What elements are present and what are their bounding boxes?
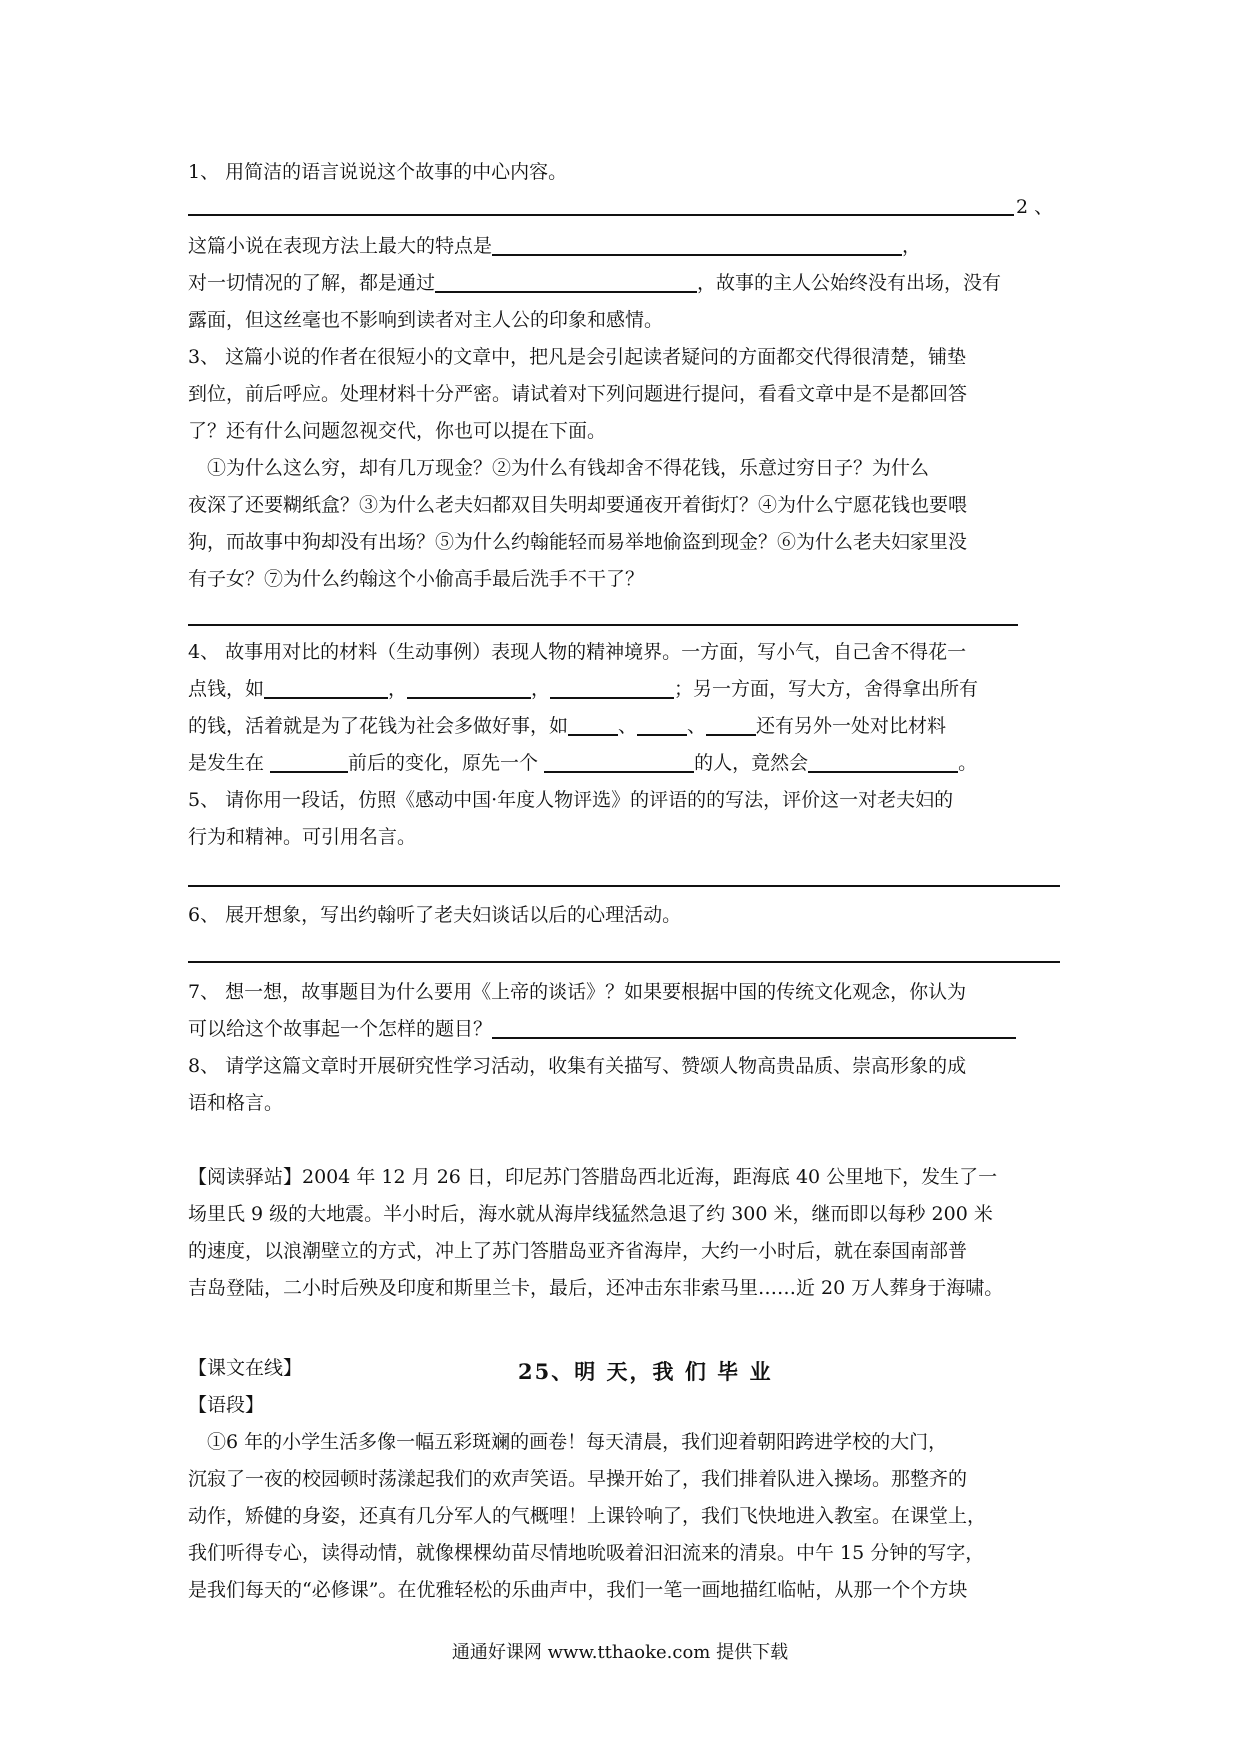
blank-q4-stingy-3 xyxy=(550,677,674,699)
q4-text: ， xyxy=(531,678,551,700)
question-3-line: 狗，而故事中狗却没有出场？⑤为什么约翰能轻而易举地偷盗到现金？⑥为什么老夫妇家里没 xyxy=(188,531,968,553)
question-3-line: 夜深了还要糊纸盒？③为什么老夫妇都双目失明却要通夜开着街灯？④为什么宁愿花钱也要喂 xyxy=(188,494,968,516)
question-2-line-3: 露面，但这丝毫也不影响到读者对主人公的印象和感情。 xyxy=(188,309,664,331)
q4-text: 。 xyxy=(958,752,978,774)
question-1: 1、 用简洁的语言说说这个故事的中心内容。 xyxy=(188,161,568,183)
question-5-line: 5、 请你用一段话，仿照《感动中国·年度人物评选》的评语的的写法，评价这一对老夫妇的 xyxy=(188,789,954,811)
blank-q4-stingy-1 xyxy=(264,677,388,699)
question-7-line-2 xyxy=(188,1017,1060,1041)
q4-text: 还有另外一处对比材料 xyxy=(756,715,947,737)
answer-line-q1 xyxy=(188,214,1014,216)
answer-line-q3 xyxy=(188,624,1018,626)
lesson-paragraph-line: 我们听得专心，读得动情，就像棵棵幼苗尽情地吮吸着汩汩流来的清泉。中午 15 分钟的写字， xyxy=(188,1542,985,1564)
q4-text: 前后的变化，原先一个 xyxy=(348,752,545,774)
lesson-sub-label: 【语段】 xyxy=(188,1394,265,1416)
q4-text: 的钱，活着就是为了花钱为社会多做好事，如 xyxy=(188,715,569,737)
blank-q7-title xyxy=(492,1017,1016,1039)
question-4-line-3 xyxy=(188,714,1060,738)
question-4-line-1: 4、 故事用对比的材料（生动事例）表现人物的精神境界。一方面，写小气，自己舍不得花一 xyxy=(188,641,967,663)
reading-station-line: 的速度，以浪潮壁立的方式，冲上了苏门答腊岛亚齐省海岸，大约一小时后，就在泰国南部普 xyxy=(188,1240,968,1262)
blank-q2-via xyxy=(435,271,697,293)
question-2-line-1 xyxy=(188,234,1060,258)
q4-text: 点钱，如 xyxy=(188,678,265,700)
lesson-paragraph-line: ①6 年的小学生活多像一幅五彩斑斓的画卷！每天清晨，我们迎着朝阳跨进学校的大门， xyxy=(188,1431,948,1453)
lesson-paragraph-line: 是我们每天的“必修课”。在优雅轻松的乐曲声中，我们一笔一画地描红临帖，从那一个个方块 xyxy=(188,1579,968,1601)
question-8-line: 8、 请学这篇文章时开展研究性学习活动，收集有关描写、赞颂人物高贵品质、崇高形象的成 xyxy=(188,1055,967,1077)
lesson-paragraph-line: 沉寂了一夜的校园顿时荡漾起我们的欢声笑语。早操开始了，我们排着队进入操场。那整齐的 xyxy=(188,1468,968,1490)
q2-text-c: 对一切情况的了解，都是通过 xyxy=(188,272,436,294)
question-3-line: ①为什么这么穷，却有几万现金？②为什么有钱却舍不得花钱，乐意过穷日子？为什么 xyxy=(188,457,930,479)
question-3-line: 了？还有什么问题忽视交代，你也可以提在下面。 xyxy=(188,420,607,442)
question-3-line: 到位，前后呼应。处理材料十分严密。请试着对下列问题进行提问，看看文章中是不是都回答 xyxy=(188,383,968,405)
question-4-line-4 xyxy=(188,751,1060,775)
blank-q4-generous-3 xyxy=(706,714,756,736)
question-3-line: 有子女？⑦为什么约翰这个小偷高手最后洗手不干了？ xyxy=(188,568,645,590)
page-footer: 通通好课网 www.tthaoke.com 提供下载 xyxy=(451,1642,789,1663)
blank-q4-generous-2 xyxy=(637,714,687,736)
lesson-paragraph-line: 动作，矫健的身姿，还真有几分军人的气概哩！上课铃响了，我们飞快地进入教室。在课堂上， xyxy=(188,1505,987,1527)
blank-q4-generous-1 xyxy=(568,714,618,736)
question-3-line: 3、 这篇小说的作者在很短小的文章中，把凡是会引起读者疑问的方面都交代得很清楚，铺垫 xyxy=(188,346,967,368)
question-2-number: 2 、 xyxy=(1016,196,1054,218)
q7-text: 可以给这个故事起一个怎样的题目？ xyxy=(188,1018,493,1040)
q4-text: 是发生在 xyxy=(188,752,271,774)
q4-text: 、 xyxy=(618,715,638,737)
question-7-line-1: 7、 想一想，故事题目为什么要用《上帝的谈话》？如果要根据中国的传统文化观念，你认为 xyxy=(188,981,967,1003)
question-6: 6、 展开想象，写出约翰听了老夫妇谈话以后的心理活动。 xyxy=(188,904,682,926)
q2-text-b: ， xyxy=(902,235,922,257)
lesson-title: 25、明 天，我 们 毕 业 xyxy=(518,1359,773,1384)
q4-text: 的人，竟然会 xyxy=(694,752,809,774)
blank-q4-event xyxy=(270,751,348,773)
q4-text: ；另一方面，写大方，舍得拿出所有 xyxy=(674,678,979,700)
question-4-line-2 xyxy=(188,677,1060,701)
q4-text: ， xyxy=(388,678,408,700)
blank-q4-stingy-2 xyxy=(407,677,531,699)
question-8-line: 语和格言。 xyxy=(188,1092,284,1114)
answer-line-q6 xyxy=(188,961,1060,963)
reading-station-line: 【阅读驿站】2004 年 12 月 26 日，印尼苏门答腊岛西北近海，距海底 40 公里地下，发生了一 xyxy=(188,1166,998,1188)
answer-line-q5 xyxy=(188,885,1060,887)
lesson-section-label: 【课文在线】 xyxy=(188,1357,303,1379)
blank-q4-before xyxy=(544,751,694,773)
q2-text-a: 这篇小说在表现方法上最大的特点是 xyxy=(188,235,493,257)
q4-text: 、 xyxy=(687,715,707,737)
blank-q2-feature xyxy=(492,234,902,256)
reading-station-line: 吉岛登陆，二小时后殃及印度和斯里兰卡，最后，还冲击东非索马里……近 20 万人葬身于海啸。 xyxy=(188,1277,1004,1299)
q2-text-d: ，故事的主人公始终没有出场，没有 xyxy=(697,272,1002,294)
reading-station-line: 场里氏 9 级的大地震。半小时后，海水就从海岸线猛然急退了约 300 米，继而即以每秒 200 米 xyxy=(188,1203,993,1225)
blank-q4-after xyxy=(808,751,958,773)
question-5-line: 行为和精神。可引用名言。 xyxy=(188,826,417,848)
question-2-line-2 xyxy=(188,271,1060,295)
